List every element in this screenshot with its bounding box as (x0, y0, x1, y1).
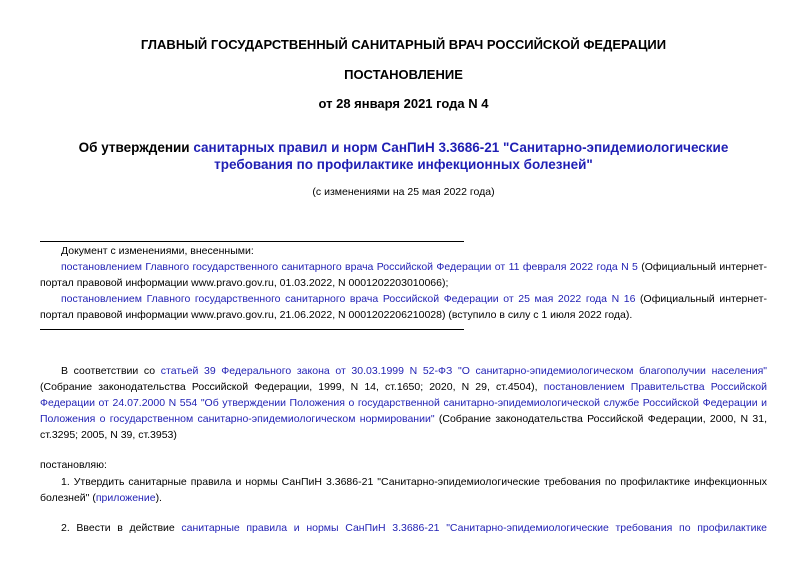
change-text: (Официальный интернет-портал правовой информации www.pravo.gov.ru, 21.06.2022, N 0001202206210028) (вступило в силу с 1 июля 2022 года). (40, 293, 767, 321)
preamble-paragraph (40, 363, 767, 443)
item-1-paragraph (40, 474, 767, 506)
change-text: (Официальный интернет-портал правовой информации www.pravo.gov.ru, 01.03.2022, N 0001202203010066); (40, 261, 767, 289)
change-item (40, 259, 767, 291)
document-type: ПОСТАНОВЛЕНИЕ (344, 67, 463, 82)
change-link[interactable]: постановлением Главного государственного санитарного врача Российской Федерации от 11 февраля 2022 года N 5 (61, 261, 638, 273)
change-link[interactable]: постановлением Главного государственного санитарного врача Российской Федерации от 25 мая 2022 года N 16 (61, 293, 636, 305)
sanpin-link[interactable]: санитарные правила и нормы СанПиН 3.3686-21 "Санитарно-эпидемиологические требования по профилактике (181, 522, 767, 534)
item-2-text: 2. Ввести в действие (61, 522, 182, 534)
changes-top-divider (40, 241, 464, 242)
issuing-authority: ГЛАВНЫЙ ГОСУДАРСТВЕННЫЙ САНИТАРНЫЙ ВРАЧ РОССИЙСКОЙ ФЕДЕРАЦИИ (140, 37, 667, 52)
preamble-text: (Собрание законодательства Российской Федерации, 2000, N 31, ст.3295; 2005, N 39, ст.3953) (40, 413, 767, 441)
changes-bottom-divider (40, 329, 464, 330)
changes-intro: Документ с изменениями, внесенными: (61, 245, 254, 257)
document-date-number: от 28 января 2021 года N 4 (318, 96, 489, 111)
preamble-text: В соответствии со (61, 365, 161, 377)
document-title (40, 139, 767, 173)
title-link[interactable]: санитарных правил и норм СанПиН 3.3686-21 "Санитарно-эпидемиологические требования по профилактике инфекционных болезней" (193, 140, 729, 172)
item-1-text: 1. Утвердить санитарные правила и нормы СанПиН 3.3686-21 "Санитарно-эпидемиологические требования по профилактике инфекционных болезней" ( (40, 476, 767, 504)
government-resolution-link[interactable]: постановлением Правительства Российской Федерации от 24.07.2000 N 554 "Об утверждении Положения о государственной санитарно-эпидемиологической службе Российской Федерации и Положения о государственном санитарно-эпидемиологическом нормировании" (40, 381, 767, 425)
title-prefix: Об утверждении (78, 140, 194, 155)
appendix-link[interactable]: приложение (95, 492, 156, 504)
resolve-text: постановляю: (40, 459, 107, 471)
federal-law-link[interactable]: статьей 39 Федерального закона от 30.03.1999 N 52-ФЗ "О санитарно-эпидемиологическом благополучии населения" (160, 365, 767, 377)
amendment-note: (с изменениями на 25 мая 2022 года) (312, 186, 495, 198)
change-item (40, 291, 767, 323)
preamble-text: (Собрание законодательства Российской Федерации, 1999, N 14, ст.1650; 2020, N 29, ст.4504), (40, 381, 544, 393)
item-1-text-end: ). (155, 492, 162, 504)
item-2-paragraph (40, 520, 767, 538)
